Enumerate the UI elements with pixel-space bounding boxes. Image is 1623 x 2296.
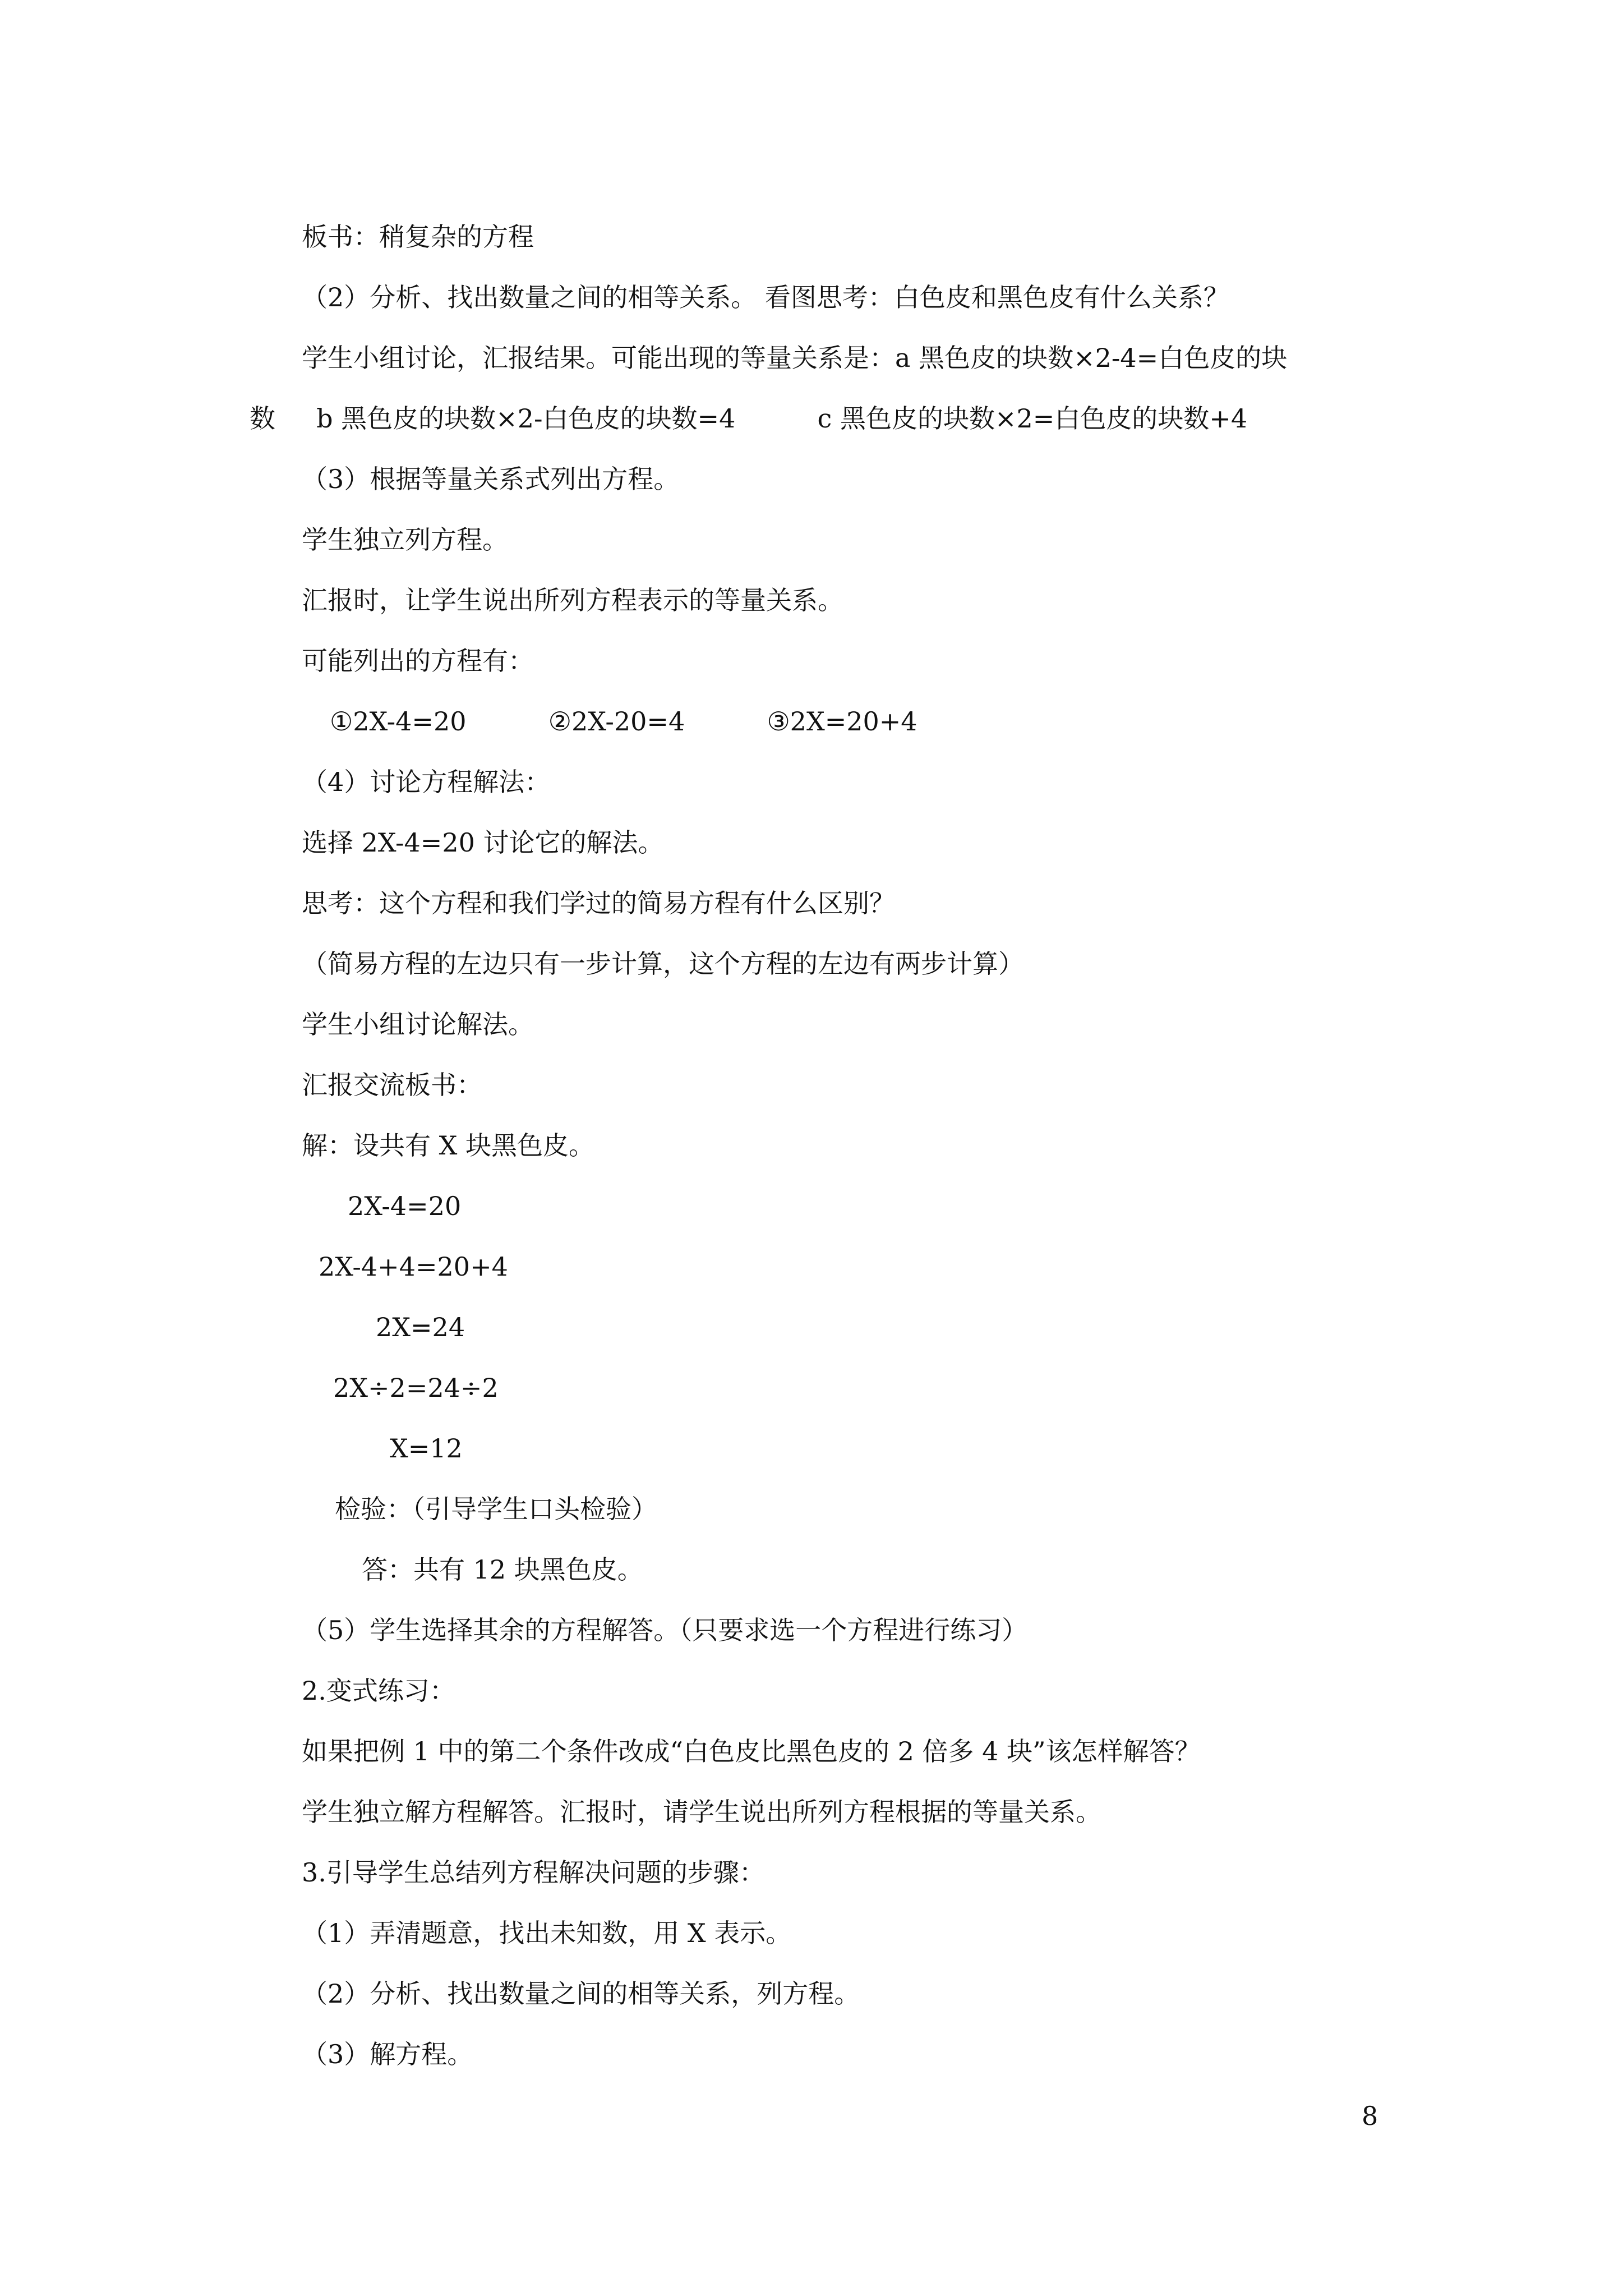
text-line: 学生独立列方程。 [302, 524, 508, 555]
text-line: 选择 2X-4=20 讨论它的解法。 [302, 827, 664, 858]
solution-step: 2X-4+4=20+4 [319, 1251, 508, 1282]
text-line: 学生独立解方程解答。汇报时，请学生说出所列方程根据的等量关系。 [302, 1797, 1101, 1827]
text-line: 学生小组讨论，汇报结果。可能出现的等量关系是：a 黑色皮的块数×2-4=白色皮的块 [302, 343, 1288, 373]
text-line: （1）弄清题意，找出未知数，用 X 表示。 [302, 1918, 792, 1948]
section-heading: 2.变式练习： [302, 1676, 455, 1706]
equation-options: ①2X-4=20 ②2X-20=4 ③2X=20+4 [330, 706, 917, 737]
text-line: 可能列出的方程有： [302, 646, 534, 676]
solution-step: X=12 [390, 1433, 463, 1464]
page-number: 8 [1362, 2101, 1378, 2131]
solution-step: 2X=24 [376, 1312, 465, 1342]
text-line: 数 b 黑色皮的块数×2-白色皮的块数=4 c 黑色皮的块数×2=白色皮的块数+4 [250, 403, 1248, 434]
text-line: 板书：稍复杂的方程 [302, 222, 534, 252]
text-line: 汇报交流板书： [302, 1070, 482, 1100]
text-line: （2）分析、找出数量之间的相等关系，列方程。 [302, 1978, 860, 2009]
text-line: （3）解方程。 [302, 2039, 473, 2069]
text-line: 解：设共有 X 块黑色皮。 [302, 1130, 594, 1161]
section-heading: 3.引导学生总结列方程解决问题的步骤： [302, 1857, 765, 1888]
solution-step: 2X÷2=24÷2 [333, 1373, 499, 1403]
text-line: 如果把例 1 中的第二个条件改成“白色皮比黑色皮的 2 倍多 4 块”该怎样解答？ [302, 1736, 1201, 1766]
text-line: 汇报时，让学生说出所列方程表示的等量关系。 [302, 585, 843, 615]
text-line: （4）讨论方程解法： [302, 767, 551, 797]
text-line: （简易方程的左边只有一步计算，这个方程的左边有两步计算） [302, 949, 1024, 979]
answer-line: 答：共有 12 块黑色皮。 [362, 1554, 643, 1585]
text-line: 思考：这个方程和我们学过的简易方程有什么区别？ [302, 888, 895, 918]
text-line: （5）学生选择其余的方程解答。（只要求选一个方程进行练习） [302, 1615, 1028, 1645]
text-line: （3）根据等量关系式列出方程。 [302, 464, 680, 494]
solution-step: 2X-4=20 [348, 1191, 462, 1221]
check-line: 检验：（引导学生口头检验） [335, 1494, 657, 1524]
text-line: （2）分析、找出数量之间的相等关系。 看图思考：白色皮和黑色皮有什么关系？ [302, 282, 1229, 312]
text-line: 学生小组讨论解法。 [302, 1009, 534, 1039]
